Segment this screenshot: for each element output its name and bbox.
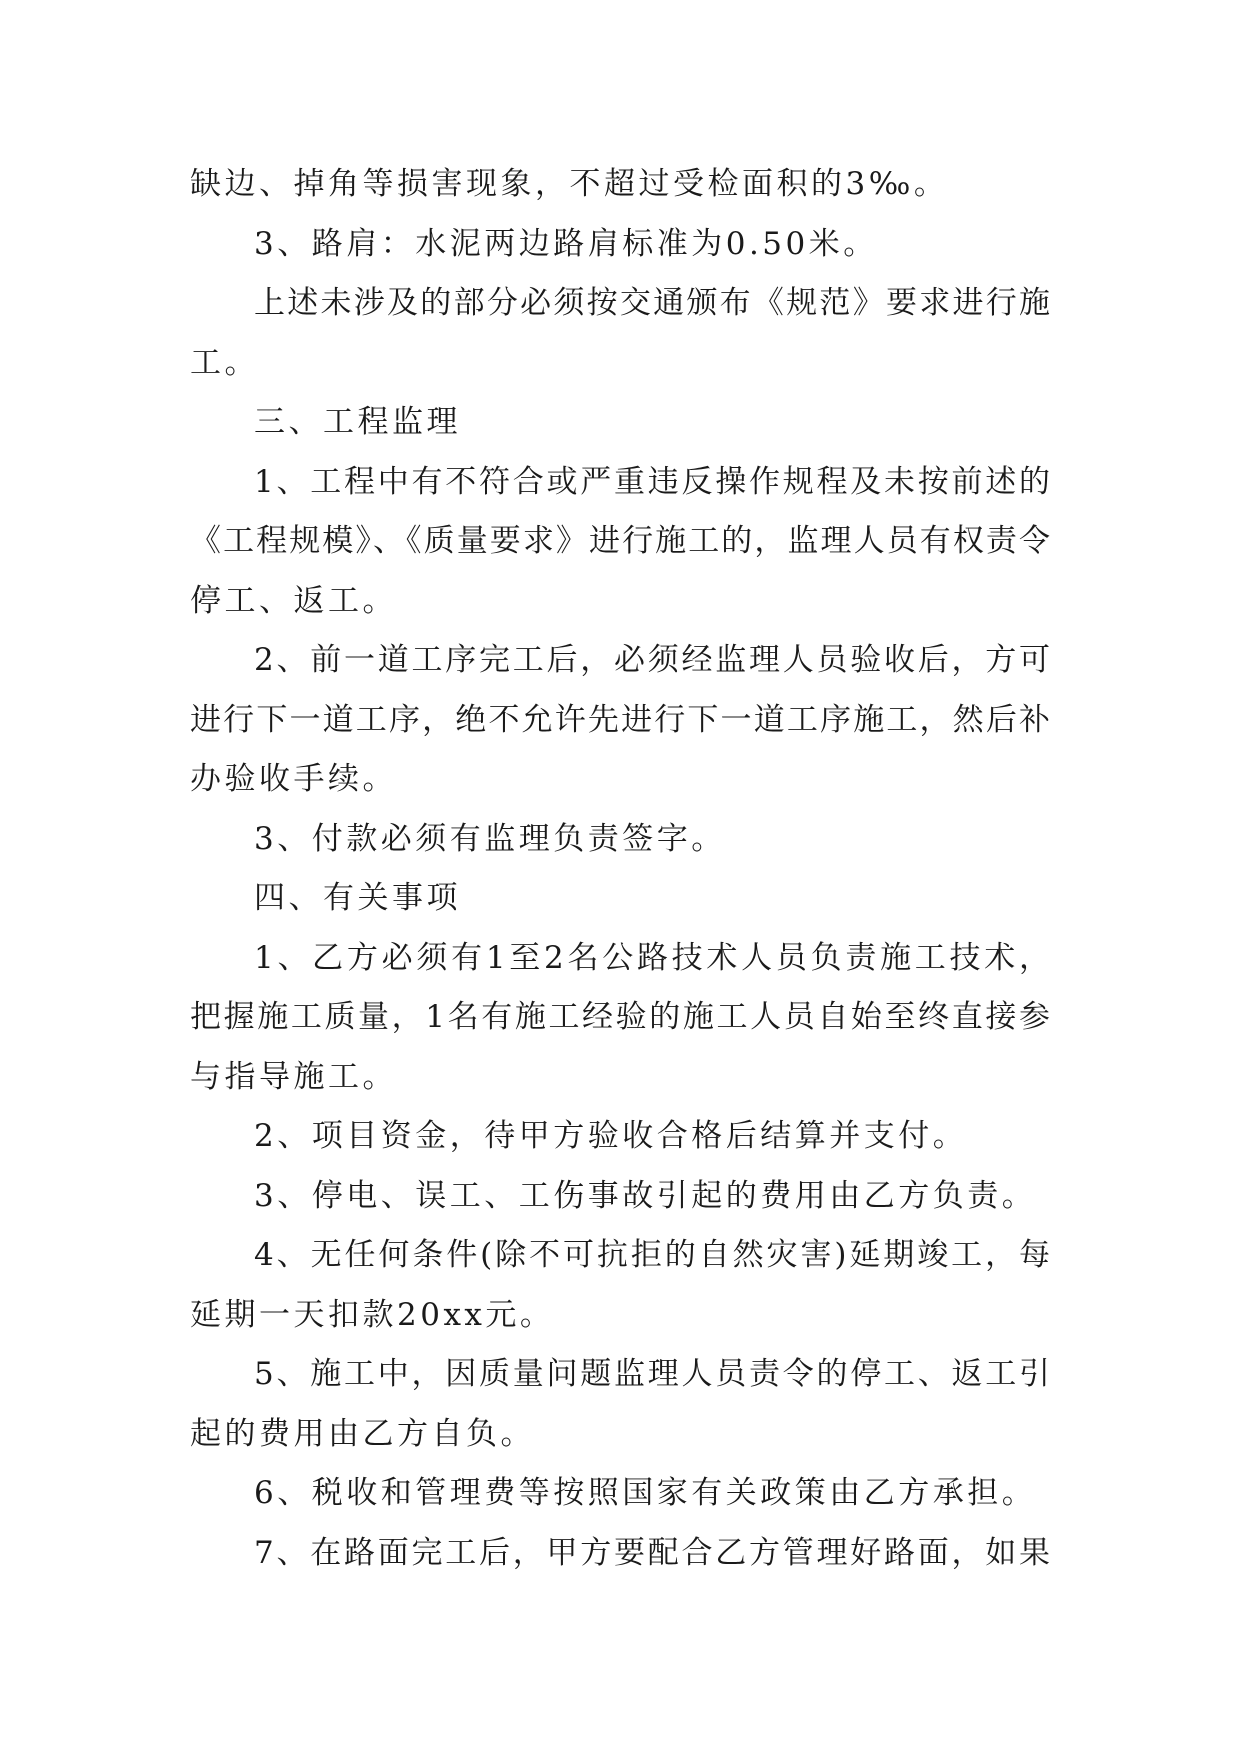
section-heading: 三、工程监理 — [254, 404, 461, 440]
text-line: 缺边、掉角等损害现象，不超过受检面积的3‰。 — [190, 166, 949, 202]
document-body — [190, 155, 1050, 1583]
text-line: 2、前一道工序完工后，必须经监理人员验收后，方可 — [254, 642, 1050, 678]
text-line: 1、乙方必须有1至2名公路技术人员负责施工技术， — [254, 939, 1050, 976]
text-line: 工。 — [190, 344, 259, 381]
text-line: 停工、返工。 — [190, 582, 397, 619]
text-line: 上述未涉及的部分必须按交通颁布《规范》要求进行施 — [254, 285, 1050, 321]
text-line: 4、无任何条件(除不可抗拒的自然灾害)延期竣工，每 — [254, 1237, 1050, 1273]
text-line: 5、施工中，因质量问题监理人员责令的停工、返工引 — [254, 1356, 1050, 1392]
text-line: 7、在路面完工后，甲方要配合乙方管理好路面，如果 — [254, 1534, 1050, 1571]
text-line: 延期一天扣款20xx元。 — [190, 1296, 555, 1333]
text-line: 6、税收和管理费等按照国家有关政策由乙方承担。 — [254, 1475, 1037, 1511]
section-heading: 四、有关事项 — [254, 880, 461, 916]
text-line: 3、停电、误工、工伤事故引起的费用由乙方负责。 — [254, 1177, 1037, 1214]
text-line: 把握施工质量，1名有施工经验的施工人员自始至终直接参 — [190, 999, 1050, 1035]
text-line: 起的费用由乙方自负。 — [190, 1415, 535, 1452]
text-line: 3、付款必须有监理负责签字。 — [254, 820, 726, 857]
text-line: 办验收手续。 — [190, 761, 397, 797]
text-line: 进行下一道工序，绝不允许先进行下一道工序施工，然后补 — [190, 701, 1050, 738]
text-line: 1、工程中有不符合或严重违反操作规程及未按前述的 — [254, 463, 1050, 500]
text-line: 2、项目资金，待甲方验收合格后结算并支付。 — [254, 1118, 968, 1154]
text-line: 《工程规模》、《质量要求》进行施工的，监理人员有权责令 — [190, 523, 1050, 559]
text-line: 3、路肩：水泥两边路肩标准为0.50米。 — [254, 225, 878, 262]
text-line: 与指导施工。 — [190, 1058, 397, 1095]
